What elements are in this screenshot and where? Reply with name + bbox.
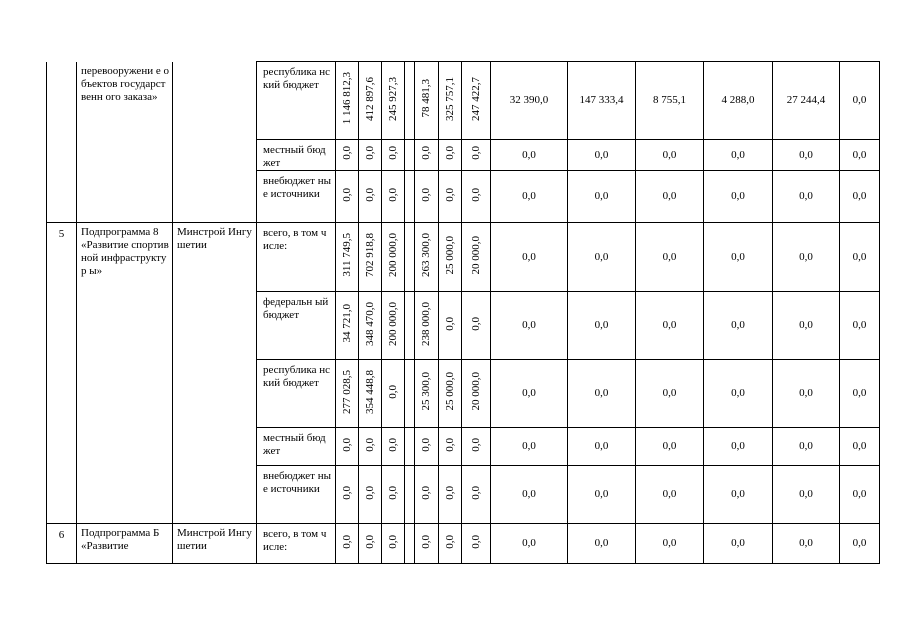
year-amount	[462, 292, 491, 360]
year-amount	[415, 466, 439, 524]
funding-source: внебюджет ные источники	[257, 466, 336, 524]
period-amount: 0,0	[840, 292, 880, 360]
period-amount: 0,0	[704, 223, 773, 292]
program-name: Подпрограмма 8 «Развитие спортивной инфраструктур ы»	[77, 223, 173, 524]
year-amount-text: 0,0	[443, 146, 456, 160]
executor-name: Минстрой Ингушетии	[173, 524, 257, 564]
period-amount: 0,0	[636, 524, 704, 564]
period-amount: 0,0	[491, 466, 568, 524]
period-amount: 0,0	[840, 62, 880, 140]
year-amount	[382, 171, 405, 223]
year-amount-text: 0,0	[420, 437, 432, 452]
period-amount: 0,0	[840, 360, 880, 428]
year-amount-text: 20 000,0	[469, 372, 482, 411]
year-amount-text: 0,0	[340, 485, 353, 500]
funding-source: всего, в том числе:	[257, 524, 336, 564]
year-amount-text: 25 300,0	[420, 372, 432, 411]
year-amount	[382, 524, 405, 564]
year-amount	[359, 62, 382, 140]
period-amount: 0,0	[704, 524, 773, 564]
year-amount	[336, 140, 359, 171]
year-amount	[462, 223, 491, 292]
year-amount	[359, 466, 382, 524]
year-amount-text: 0,0	[443, 187, 456, 202]
period-amount: 0,0	[840, 524, 880, 564]
period-amount: 0,0	[636, 140, 704, 171]
period-amount: 0,0	[568, 171, 636, 223]
year-amount-text: 412 897,6	[363, 76, 376, 121]
program-name: Подпрограмма Б «Развитие	[77, 524, 173, 564]
row-number: 6	[47, 524, 77, 564]
year-amount	[382, 140, 405, 171]
year-amount-text: 311 749,5	[340, 233, 353, 277]
year-amount	[405, 171, 415, 223]
year-amount-text: 78 481,3	[420, 79, 432, 118]
period-amount: 0,0	[491, 223, 568, 292]
budget-table	[46, 61, 880, 564]
year-amount-text: 25 000,0	[443, 372, 456, 411]
year-amount	[405, 360, 415, 428]
period-amount: 0,0	[704, 171, 773, 223]
row-number: 5	[47, 223, 77, 524]
period-amount: 27 244,4	[773, 62, 840, 140]
year-amount-text: 348 470,0	[363, 301, 376, 346]
period-amount: 0,0	[840, 428, 880, 466]
year-amount	[439, 62, 462, 140]
year-amount-text: 0,0	[363, 437, 376, 452]
funding-source: местный бюджет	[257, 140, 336, 171]
period-amount: 0,0	[636, 466, 704, 524]
year-amount	[415, 360, 439, 428]
year-amount-text: 0,0	[386, 187, 399, 202]
year-amount	[462, 466, 491, 524]
year-amount-text: 238 000,0	[420, 301, 432, 346]
period-amount: 4 288,0	[704, 62, 773, 140]
year-amount	[359, 360, 382, 428]
year-amount	[382, 223, 405, 292]
period-amount: 147 333,4	[568, 62, 636, 140]
period-amount: 0,0	[636, 223, 704, 292]
year-amount	[359, 171, 382, 223]
year-amount-text: 247 422,7	[469, 76, 482, 121]
period-amount: 0,0	[491, 524, 568, 564]
funding-source: местный бюджет	[257, 428, 336, 466]
year-amount-text: 0,0	[340, 187, 353, 202]
year-amount	[336, 428, 359, 466]
year-amount-text: 0,0	[386, 485, 399, 500]
period-amount: 0,0	[704, 360, 773, 428]
year-amount	[415, 524, 439, 564]
row-number	[47, 62, 77, 223]
year-amount	[415, 62, 439, 140]
year-amount	[382, 292, 405, 360]
period-amount: 0,0	[704, 466, 773, 524]
period-amount: 0,0	[568, 360, 636, 428]
year-amount-text: 0,0	[363, 146, 376, 160]
period-amount: 0,0	[636, 171, 704, 223]
year-amount-text: 0,0	[340, 534, 353, 549]
year-amount-text: 0,0	[386, 146, 399, 160]
period-amount: 0,0	[491, 428, 568, 466]
year-amount-text: 0,0	[469, 316, 482, 331]
year-amount	[336, 292, 359, 360]
year-amount	[336, 223, 359, 292]
period-amount: 0,0	[568, 292, 636, 360]
year-amount-text: 34 721,0	[340, 304, 353, 343]
year-amount	[405, 524, 415, 564]
year-amount-text: 0,0	[469, 485, 482, 500]
year-amount	[439, 223, 462, 292]
funding-source: республика нский бюджет	[257, 360, 336, 428]
year-amount-text: 263 300,0	[420, 233, 432, 277]
period-amount: 0,0	[568, 466, 636, 524]
period-amount: 0,0	[704, 428, 773, 466]
year-amount-text: 0,0	[420, 187, 432, 202]
funding-source: республика нский бюджет	[257, 62, 336, 140]
year-amount-text: 0,0	[363, 534, 376, 549]
period-amount: 0,0	[491, 292, 568, 360]
year-amount-text: 0,0	[443, 534, 456, 549]
period-amount: 0,0	[568, 428, 636, 466]
year-amount	[359, 428, 382, 466]
year-amount	[439, 171, 462, 223]
year-amount-text: 0,0	[443, 485, 456, 500]
year-amount	[439, 524, 462, 564]
year-amount	[382, 428, 405, 466]
year-amount-text: 1 146 812,3	[340, 72, 353, 125]
period-amount: 0,0	[704, 140, 773, 171]
period-amount: 0,0	[636, 428, 704, 466]
year-amount	[439, 466, 462, 524]
year-amount-text: 0,0	[386, 534, 399, 549]
period-amount: 0,0	[773, 223, 840, 292]
year-amount	[462, 171, 491, 223]
table-row	[47, 62, 880, 140]
period-amount: 0,0	[491, 140, 568, 171]
executor-name	[173, 62, 257, 223]
year-amount-text: 0,0	[469, 187, 482, 202]
period-amount: 32 390,0	[491, 62, 568, 140]
year-amount	[439, 360, 462, 428]
period-amount: 0,0	[568, 524, 636, 564]
year-amount	[462, 428, 491, 466]
year-amount	[336, 360, 359, 428]
year-amount	[462, 140, 491, 171]
year-amount	[359, 524, 382, 564]
year-amount	[359, 292, 382, 360]
year-amount	[462, 524, 491, 564]
year-amount	[336, 466, 359, 524]
year-amount	[462, 360, 491, 428]
executor-name: Минстрой Ингушетии	[173, 223, 257, 524]
year-amount-text: 0,0	[363, 187, 376, 202]
period-amount: 0,0	[704, 292, 773, 360]
year-amount-text: 277 028,5	[340, 369, 353, 414]
year-amount-text: 0,0	[469, 146, 482, 160]
year-amount-text: 200 000,0	[386, 233, 399, 277]
year-amount	[415, 292, 439, 360]
period-amount: 0,0	[636, 360, 704, 428]
year-amount-text: 325 757,1	[443, 76, 456, 121]
period-amount: 0,0	[840, 466, 880, 524]
year-amount	[382, 62, 405, 140]
period-amount: 0,0	[773, 428, 840, 466]
year-amount	[336, 62, 359, 140]
period-amount: 0,0	[773, 466, 840, 524]
year-amount-text: 0,0	[340, 146, 353, 160]
year-amount-text: 0,0	[386, 384, 399, 399]
year-amount	[415, 223, 439, 292]
year-amount	[415, 428, 439, 466]
year-amount	[405, 292, 415, 360]
year-amount	[405, 140, 415, 171]
year-amount	[415, 171, 439, 223]
year-amount	[439, 292, 462, 360]
year-amount-text: 20 000,0	[469, 235, 482, 275]
year-amount	[382, 360, 405, 428]
year-amount-text: 0,0	[363, 485, 376, 500]
period-amount: 0,0	[773, 360, 840, 428]
year-amount-text: 0,0	[340, 437, 353, 452]
year-amount	[462, 62, 491, 140]
year-amount-text: 0,0	[443, 316, 456, 331]
funding-source: всего, в том числе:	[257, 223, 336, 292]
year-amount	[336, 524, 359, 564]
period-amount: 0,0	[773, 171, 840, 223]
year-amount	[439, 428, 462, 466]
year-amount	[359, 223, 382, 292]
year-amount	[415, 140, 439, 171]
period-amount: 8 755,1	[636, 62, 704, 140]
funding-source: федеральн ый бюджет	[257, 292, 336, 360]
period-amount: 0,0	[773, 292, 840, 360]
year-amount-text: 0,0	[420, 146, 432, 160]
period-amount: 0,0	[840, 223, 880, 292]
year-amount	[439, 140, 462, 171]
year-amount-text: 702 918,8	[363, 233, 376, 277]
year-amount	[405, 466, 415, 524]
year-amount	[336, 171, 359, 223]
year-amount-text: 0,0	[420, 485, 432, 500]
year-amount-text: 0,0	[386, 437, 399, 452]
year-amount-text: 0,0	[469, 534, 482, 549]
year-amount	[405, 223, 415, 292]
period-amount: 0,0	[773, 524, 840, 564]
period-amount: 0,0	[491, 171, 568, 223]
year-amount-text: 0,0	[469, 437, 482, 452]
period-amount: 0,0	[568, 223, 636, 292]
period-amount: 0,0	[568, 140, 636, 171]
funding-source: внебюджет ные источники	[257, 171, 336, 223]
year-amount-text: 0,0	[420, 534, 432, 549]
period-amount: 0,0	[636, 292, 704, 360]
year-amount	[405, 428, 415, 466]
period-amount: 0,0	[491, 360, 568, 428]
period-amount: 0,0	[840, 171, 880, 223]
table-row	[47, 524, 880, 564]
year-amount-text: 25 000,0	[443, 235, 456, 275]
year-amount-text: 0,0	[443, 437, 456, 452]
program-name: перевооружени е объектов государственн ого заказа»	[77, 62, 173, 223]
table-row	[47, 223, 880, 292]
year-amount	[382, 466, 405, 524]
year-amount-text: 354 448,8	[363, 369, 376, 414]
year-amount	[359, 140, 382, 171]
period-amount: 0,0	[773, 140, 840, 171]
year-amount-text: 245 927,3	[386, 76, 399, 121]
period-amount: 0,0	[840, 140, 880, 171]
year-amount	[405, 62, 415, 140]
year-amount-text: 200 000,0	[386, 301, 399, 346]
